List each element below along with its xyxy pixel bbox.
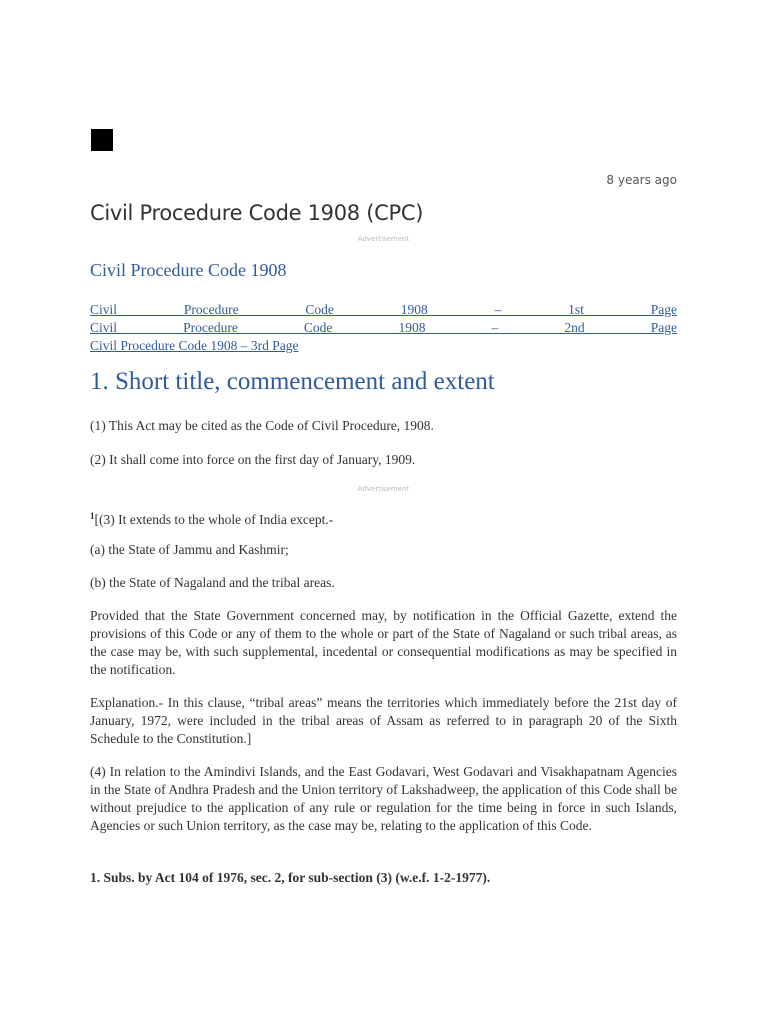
site-logo-square[interactable] (91, 129, 113, 151)
link-page-2[interactable]: Civil Procedure Code 1908 – 2nd Page (90, 320, 677, 335)
footnote: 1. Subs. by Act 104 of 1976, sec. 2, for sub-section (3) (w.e.f. 1-2-1977). (90, 870, 491, 885)
advertisement-label-2: Advertisement (357, 485, 410, 493)
paragraph-7: Explanation.- In this clause, “tribal areas” means the territories which immediately before the 21st day of January, 1972, were included in the tribal areas of Assam as referred to in paragraph 20 of the Sixth Schedule to the Constitution.] (90, 695, 677, 746)
footnote-ref[interactable]: 1 (90, 511, 95, 521)
link-page-3[interactable]: Civil Procedure Code 1908 – 3rd Page (90, 338, 299, 353)
paragraph-4: (a) the State of Jammu and Kashmir; (90, 542, 289, 557)
advertisement-label: Advertisement (357, 235, 410, 243)
paragraph-8: (4) In relation to the Amindivi Islands, and the East Godavari, West Godavari and Visakhapatnam Agencies in the State of Andhra Pradesh and the Union territory of Lakshadweep, the application of this Code shall be without prejudice to the application of any rule or regulation for the time being in force in such Islands, Agencies or such Union territory, as the case may be, relating to the application of this Code. (90, 764, 677, 833)
post-title: Civil Procedure Code 1908 (CPC) (90, 201, 424, 225)
content-heading: Civil Procedure Code 1908 (90, 260, 287, 280)
paragraph-6: Provided that the State Government concerned may, by notification in the Official Gazette, extend the provisions of this Code or any of them to the whole or part of the State of Nagaland or such tribal areas, as the case may be, with such supplemental, incedental or consequential modifications as may be specified in the notification. (90, 608, 677, 677)
paragraph-5: (b) the State of Nagaland and the tribal areas. (90, 575, 335, 590)
paragraph-2: (2) It shall come into force on the first day of January, 1909. (90, 452, 416, 467)
paragraph-3 (90, 507, 677, 529)
section-heading: 1. Short title, commencement and extent (90, 368, 495, 395)
link-page-1[interactable]: Civil Procedure Code 1908 – 1st Page (90, 302, 677, 317)
paragraph-3-text: [(3) It extends to the whole of India except.- (94, 512, 334, 527)
paragraph-1: (1) This Act may be cited as the Code of Civil Procedure, 1908. (90, 418, 434, 433)
post-time-ago: 8 years ago (606, 173, 677, 187)
